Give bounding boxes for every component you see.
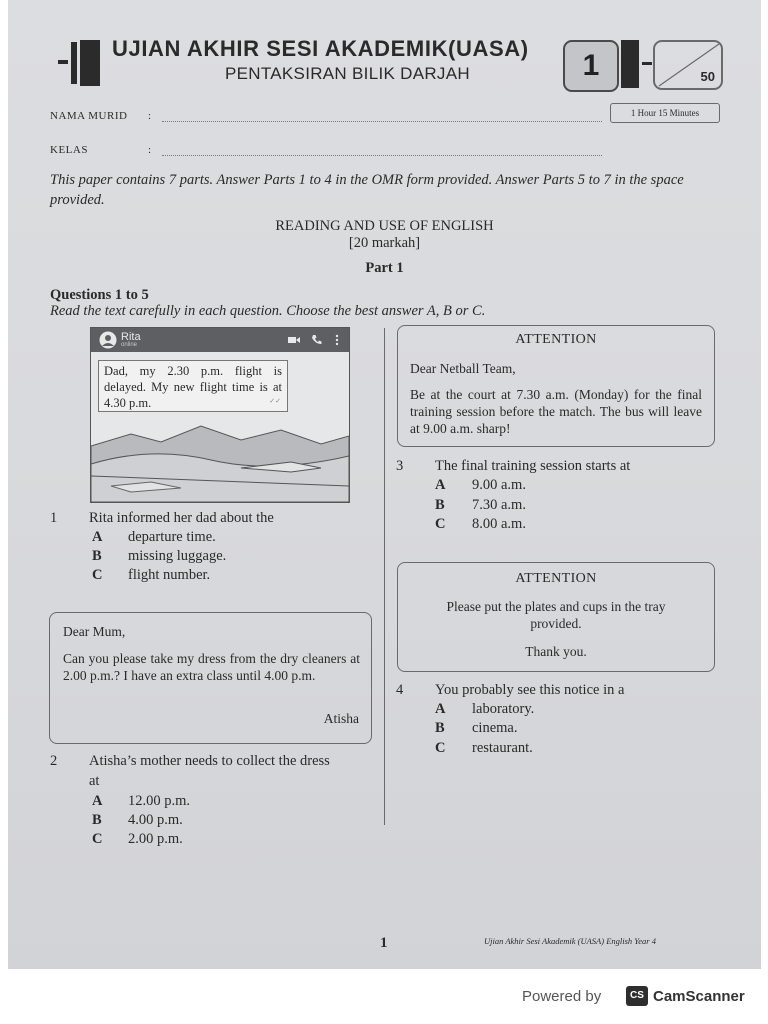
- chat-screenshot: [90, 327, 350, 503]
- question-2-text-cont: at: [89, 773, 100, 789]
- notice-title: ATTENTION: [515, 571, 597, 586]
- section-title: READING AND USE OF ENGLISH: [275, 218, 494, 234]
- note-to-mum: [49, 612, 372, 744]
- question-4-number: 4: [396, 682, 404, 698]
- q4-option-letter[interactable]: A: [435, 701, 446, 717]
- q4-option-letter[interactable]: C: [435, 740, 446, 756]
- q3-option-text[interactable]: 9.00 a.m.: [472, 477, 526, 493]
- score-box: [653, 40, 723, 90]
- header-decoration: [642, 62, 652, 65]
- chat-message: [98, 360, 288, 412]
- question-2-number: 2: [50, 753, 58, 769]
- question-4-text: You probably see this notice in a: [435, 682, 625, 698]
- q2-option-text[interactable]: 12.00 p.m.: [128, 793, 191, 809]
- paper-number-badge: 1: [563, 40, 619, 92]
- part-heading: Part 1: [365, 260, 404, 276]
- q3-option-text[interactable]: 7.30 a.m.: [472, 497, 526, 513]
- header-decoration: [621, 40, 639, 88]
- q3-option-letter[interactable]: B: [435, 497, 445, 513]
- header-decoration: [58, 60, 68, 64]
- footer-text: Ujian Akhir Sesi Akademik (UASA) English Year 4: [484, 936, 656, 946]
- q4-option-text[interactable]: restaurant.: [472, 740, 533, 756]
- exam-subtitle: PENTAKSIRAN BILIK DARJAH: [225, 64, 470, 83]
- q1-option-text[interactable]: missing luggage.: [128, 548, 227, 564]
- powered-by-label: Powered by: [522, 988, 602, 1005]
- avatar-icon: [99, 331, 117, 349]
- q2-option-letter[interactable]: B: [92, 812, 102, 828]
- q1-option-text[interactable]: flight number.: [128, 567, 211, 583]
- question-3-number: 3: [396, 458, 404, 474]
- camscanner-logo-icon: CS: [626, 986, 648, 1006]
- exam-page: [8, 0, 761, 969]
- notice-body: Please put the plates and cups in the tray provided.: [446, 599, 666, 631]
- note-greeting: Dear Mum,: [63, 624, 126, 639]
- dining-notice: [397, 562, 715, 672]
- netball-notice: [397, 325, 715, 447]
- question-instruction: Read the text carefully in each question. Choose the best answer A, B or C.: [50, 303, 486, 319]
- q3-option-letter[interactable]: C: [435, 516, 446, 532]
- q4-option-letter[interactable]: B: [435, 720, 445, 736]
- question-3-text: The final training session starts at: [435, 458, 631, 474]
- note-body: Can you please take my dress from the dry cleaners at 2.00 p.m.? I have an extra class until 4.00 p.m.: [63, 651, 360, 683]
- notice-body: Be at the court at 7.30 a.m. (Monday) for the final training session before the match. The bus will leave at 9.00 a.m. sharp!: [410, 387, 702, 436]
- question-2-text: Atisha’s mother needs to collect the dress: [89, 753, 330, 769]
- q2-option-text[interactable]: 4.00 p.m.: [128, 812, 183, 828]
- duration-box: 1 Hour 15 Minutes: [610, 103, 720, 123]
- q1-option-letter[interactable]: B: [92, 548, 102, 564]
- class-field[interactable]: [162, 155, 602, 156]
- column-divider: [384, 328, 385, 825]
- score-total: 50: [700, 69, 715, 84]
- q3-option-letter[interactable]: A: [435, 477, 446, 493]
- name-label: NAMA MURID: [50, 110, 128, 122]
- q4-option-text[interactable]: cinema.: [472, 720, 518, 736]
- questions-heading: Questions 1 to 5: [50, 287, 149, 303]
- camscanner-name: CamScanner: [653, 988, 745, 1005]
- more-options-icon[interactable]: [335, 334, 339, 346]
- q2-option-letter[interactable]: A: [92, 793, 103, 809]
- class-label: KELAS: [50, 144, 88, 156]
- paper-instructions: This paper contains 7 parts. Answer Parts 1 to 4 in the OMR form provided. Answer Parts 5 to 7 in the space provided.: [50, 172, 684, 208]
- q1-option-letter[interactable]: A: [92, 529, 103, 545]
- header-decoration: [80, 40, 100, 86]
- page-number: 1: [380, 935, 388, 951]
- chat-header: [91, 328, 349, 352]
- chat-message-text: Dad, my 2.30 p.m. flight is delayed. My new flight time is at 4.30 p.m.: [104, 364, 282, 410]
- airport-scene-illustration: [91, 416, 349, 502]
- notice-title: ATTENTION: [515, 332, 597, 347]
- read-receipt-icon: ✓✓: [269, 398, 281, 405]
- q4-option-text[interactable]: laboratory.: [472, 701, 535, 717]
- note-signature: Atisha: [323, 711, 359, 726]
- exam-title: UJIAN AKHIR SESI AKADEMIK(UASA): [112, 36, 529, 61]
- video-call-icon[interactable]: [288, 335, 300, 345]
- name-field[interactable]: [162, 121, 602, 122]
- q2-option-letter[interactable]: C: [92, 831, 103, 847]
- chat-status: online: [121, 342, 138, 348]
- phone-call-icon[interactable]: [311, 334, 322, 345]
- q3-option-text[interactable]: 8.00 a.m.: [472, 516, 526, 532]
- notice-closing: Thank you.: [525, 644, 587, 659]
- question-1-number: 1: [50, 510, 58, 526]
- class-colon: :: [148, 144, 152, 156]
- notice-greeting: Dear Netball Team,: [410, 361, 516, 376]
- q1-option-letter[interactable]: C: [92, 567, 103, 583]
- name-colon: :: [148, 110, 152, 122]
- chat-contact-name: Rita: [121, 331, 141, 343]
- section-marks: [20 markah]: [348, 235, 421, 251]
- q2-option-text[interactable]: 2.00 p.m.: [128, 831, 183, 847]
- question-1-text: Rita informed her dad about the: [89, 510, 274, 526]
- q1-option-text[interactable]: departure time.: [128, 529, 216, 545]
- header-decoration: [71, 42, 77, 84]
